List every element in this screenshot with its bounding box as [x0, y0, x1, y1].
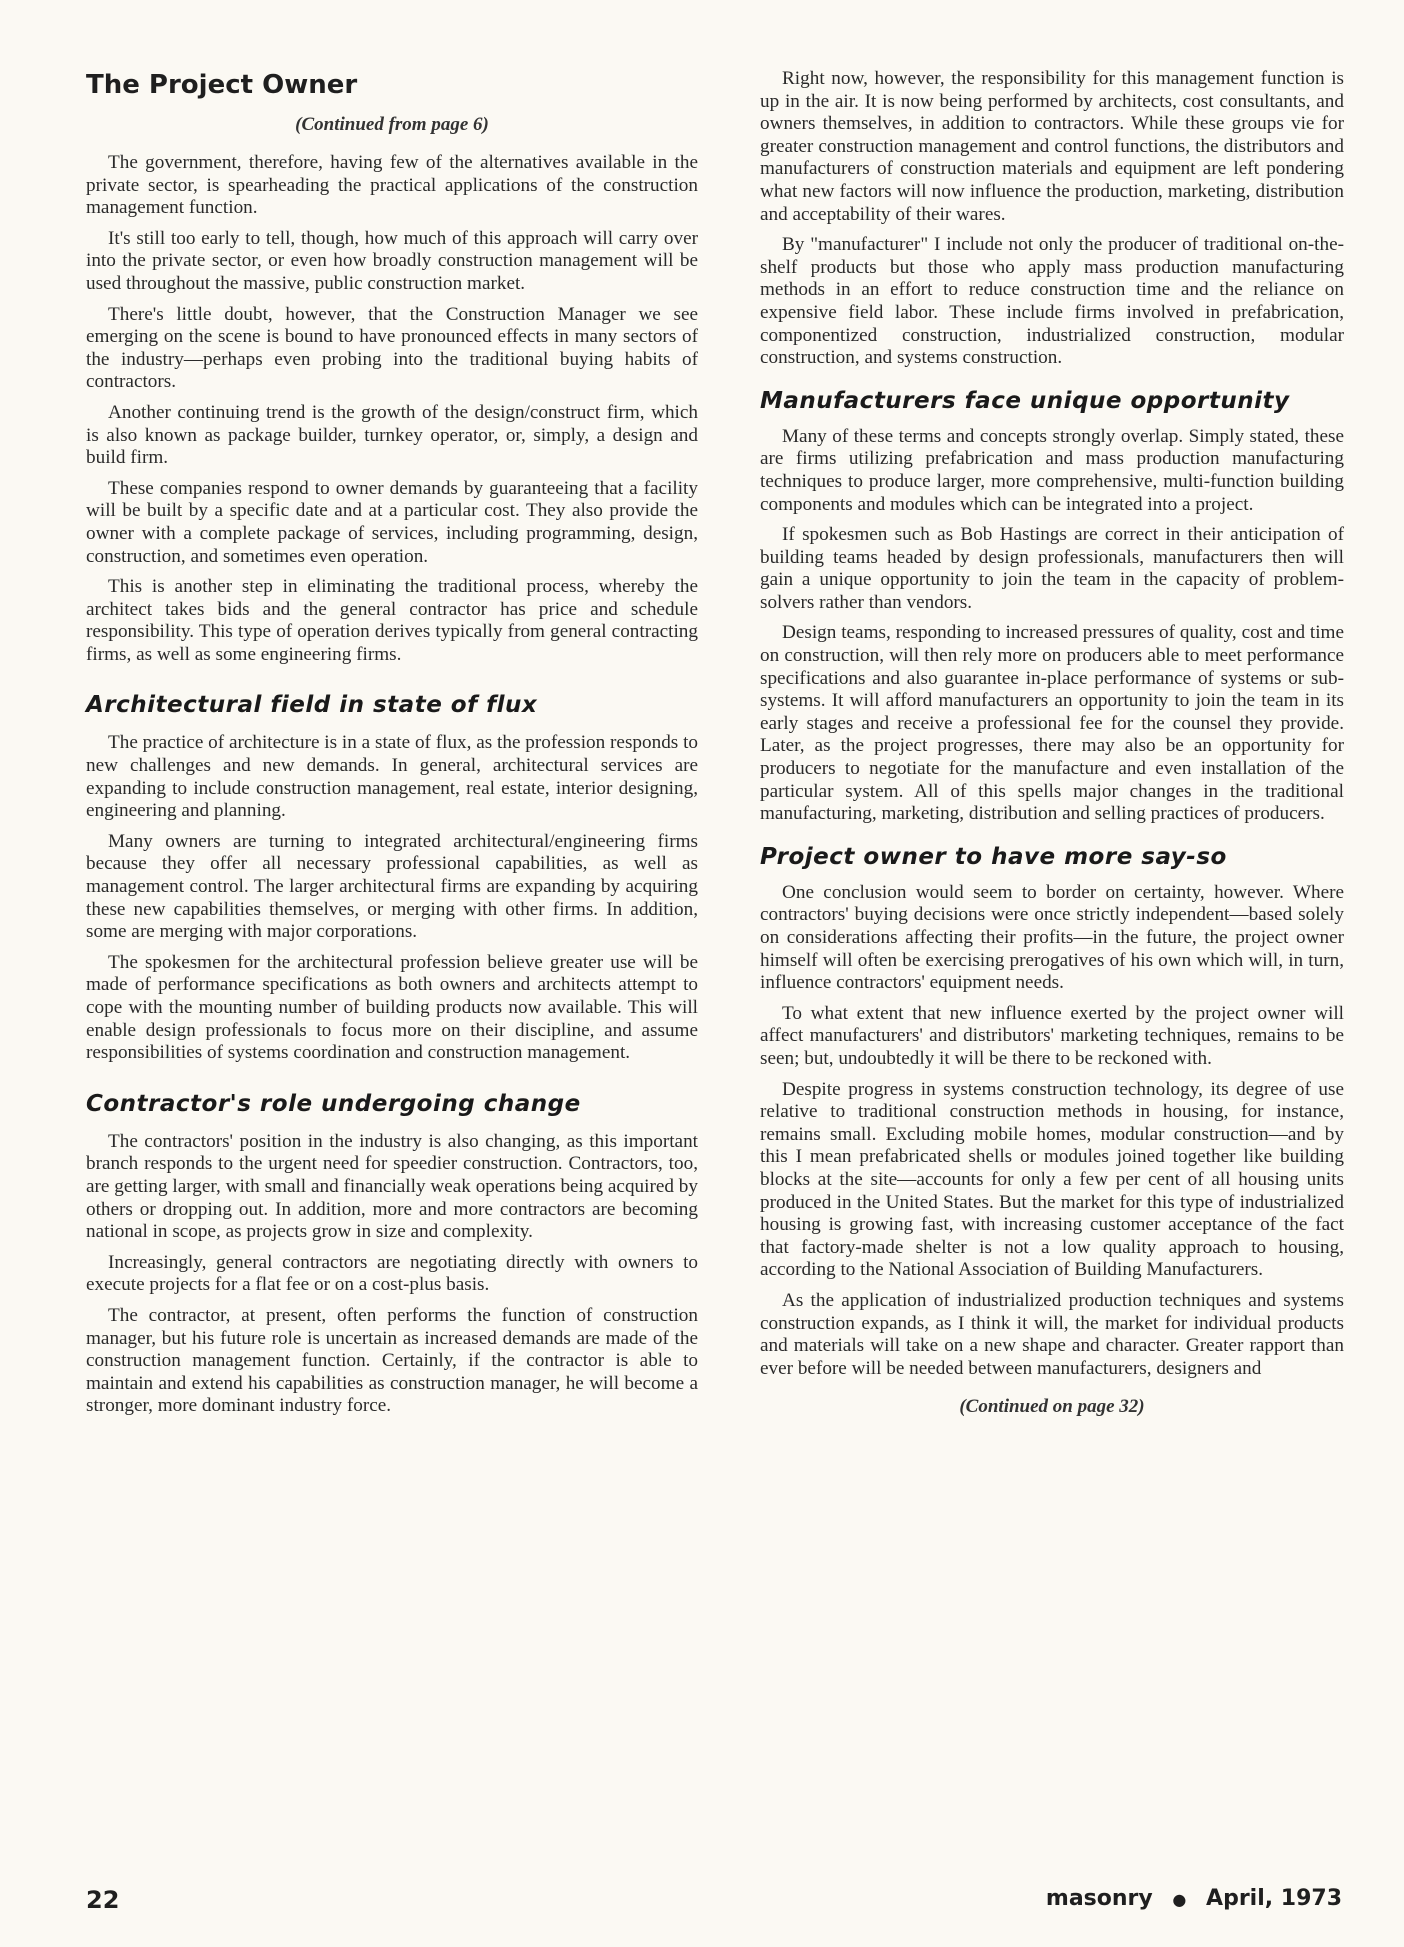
paragraph: To what extent that new influence exerted by the project owner will affect manufacturers' and distributors' marketing techniques, remains to be seen; but, undoubtedly it will be there to be reckoned with. [760, 1002, 1344, 1069]
paragraph: By "manufacturer" I include not only the producer of traditional on-the-shelf products but those who apply mass production manufacturing methods in an effort to reduce construction time and the reliance on expensive field labor. These include firms involved in prefabrication, componentized construction, industrialized construction, modular construction, and systems construction. [760, 234, 1344, 369]
page-number: 22 [86, 1886, 120, 1914]
paragraph: If spokesmen such as Bob Hastings are correct in their anticipation of building teams headed by design professionals, manufacturers then will gain a unique opportunity to join the team in the capacity of problem-solvers rather than vendors. [760, 524, 1344, 613]
paragraph: The contractor, at present, often performs the function of construction manager, but his future role is uncertain as increased demands are made of the construction management function. Certainly, if the contractor is able to maintain and extend his capabilities as construction manager, he will become a stronger, more dominant industry force. [86, 1304, 698, 1417]
paragraph: The contractors' position in the industry is also changing, as this important branch responds to the urgent need for speedier construction. Contractors, too, are getting larger, with small and financially weak operations being acquired by others or dropping out. In addition, more and more contractors are becoming national in scope, as projects grow in size and complexity. [86, 1130, 698, 1243]
paragraph: There's little doubt, however, that the Construction Manager we see emerging on the scene is bound to have pronounced effects in many sectors of the industry—perhaps even probing into the traditional buying habits of contractors. [86, 303, 698, 393]
issue-date: April, 1973 [1206, 1886, 1342, 1911]
paragraph: The practice of architecture is in a state of flux, as the profession responds to new challenges and new demands. In general, architectural services are expanding to include construction management, real estate, interior designing, engineering and planning. [86, 732, 698, 822]
section-heading-contractor: Contractor's role undergoing change [86, 1090, 581, 1117]
paragraph: One conclusion would seem to border on certainty, however. Where contractors' buying decisions were once strictly independent—based solely on considerations affecting their profits—in the future, the project owner himself will often be exercising prerogatives of his own which will, in turn, influence contractors' equipment needs. [760, 881, 1344, 994]
continued-from-note: (Continued from page 6) [295, 114, 489, 135]
section-heading-architectural: Architectural field in state of flux [86, 692, 538, 719]
paragraph: As the application of industrialized production techniques and systems construction expands, as I think it will, the market for individual products and materials will take on a new shape and character. Greater rapport than ever before will be needed between manufacturers, designers and [760, 1289, 1344, 1379]
paragraph: Increasingly, general contractors are negotiating directly with owners to execute projects for a flat fee or on a cost-plus basis. [86, 1251, 698, 1296]
paragraph: Many owners are turning to integrated architectural/engineering firms because they offer all necessary professional capabilities, as well as management control. The larger architectural firms are expanding by acquiring these new capabilities themselves, or merging with other firms. In addition, some are merging with major corporations. [86, 830, 698, 943]
paragraph: Many of these terms and concepts strongly overlap. Simply stated, these are firms utilizing prefabrication and mass production manufacturing techniques to produce larger, more comprehensive, multi-function building components and modules which can be integrated into a project. [760, 425, 1344, 515]
paragraph: Another continuing trend is the growth of the design/construct firm, which is also known as package builder, turnkey operator, or, simply, a design and build firm. [86, 401, 698, 469]
paragraph: Design teams, responding to increased pressures of quality, cost and time on construction, will then rely more on producers able to meet performance specifications and also guarantee in-place performance of systems or sub-systems. It will afford manufacturers an opportunity to join the team in its early stages and receive a professional fee for the counsel they provide. Later, as the project progresses, there may also be an opportunity for producers to negotiate for the manufacture and even installation of the particular system. All of this spells major changes in the traditional manufacturing, marketing, distribution and selling practices of producers. [760, 622, 1344, 825]
paragraph: These companies respond to owner demands by guaranteeing that a facility will be built by a specific date and at a particular cost. They also provide the owner with a complete package of services, including programming, design, construction, and sometimes even operation. [86, 477, 698, 567]
article-title: The Project Owner [86, 70, 358, 100]
footer-publication [1046, 1886, 1342, 1911]
magazine-name: masonry [1045, 1886, 1153, 1911]
paragraph: Despite progress in systems construction technology, its degree of use relative to traditional construction methods in housing, for instance, remains small. Excluding mobile homes, modular construction—and by this I mean prefabricated shells or modules joined together like building blocks at the site—accounts for only a few per cent of all housing units produced in the United States. But the market for this type of industrialized housing is growing fast, with increasing customer acceptance of the fact that factory-made shelter is not a low quality approach to housing, according to the National Association of Building Manufacturers. [760, 1078, 1344, 1281]
paragraph: The government, therefore, having few of the alternatives available in the private sector, is spearheading the practical applications of the construction management function. [86, 152, 698, 219]
bullet-separator-icon: ● [1172, 1889, 1187, 1909]
section-heading-project-owner: Project owner to have more say-so [760, 843, 1227, 870]
continued-on-note: (Continued on page 32) [959, 1396, 1145, 1418]
paragraph: It's still too early to tell, though, how much of this approach will carry over into the private sector, or even how broadly construction management will be used throughout the massive, public construction market. [86, 227, 698, 294]
section-heading-manufacturers: Manufacturers face unique opportunity [760, 387, 1290, 414]
paragraph: This is another step in eliminating the traditional process, whereby the architect takes bids and the general contractor has price and schedule responsibility. This type of operation derives typically from general contracting firms, as well as some engineering firms. [86, 576, 698, 665]
left-column [86, 60, 698, 1426]
paragraph: Right now, however, the responsibility for this management function is up in the air. It is now being performed by architects, cost consultants, and owners themselves, in addition to contractors. While these groups vie for greater construction management and control functions, the distributors and manufacturers of construction materials and equipment are left pondering what new factors will now influence the production, marketing, distribution and acceptability of their wares. [760, 68, 1344, 225]
paragraph: The spokesmen for the architectural profession believe greater use will be made of performance specifications as both owners and architects attempt to cope with the mounting number of building products now available. This will enable design professionals to focus more on their discipline, and assume responsibilities of systems coordination and construction management. [86, 951, 698, 1064]
right-column [760, 68, 1344, 1418]
